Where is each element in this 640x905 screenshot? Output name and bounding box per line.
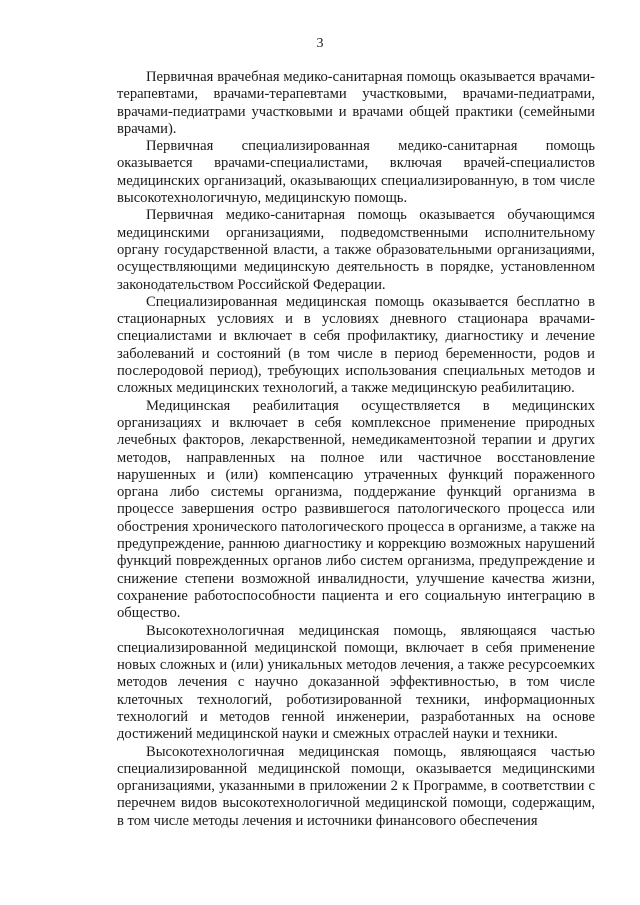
page-number: 3 (316, 36, 324, 51)
paragraph-primary-specialized-care: Первичная специализированная медико-санитарная помощь оказывается врачами-специалистами, включая врачей-специалистов медицинских организаций, оказывающих специализированную, в том числе высокотехнологичную, медицинскую помощь. (117, 138, 595, 207)
paragraph-high-tech-care-organizations: Высокотехнологичная медицинская помощь, являющаяся частью специализированной медицинской помощи, оказывается медицинскими организациями, указанными в приложении 2 к Программе, в соответствии с перечнем видов высокотехнологичной медицинской помощи, содержащим, в том числе методы лечения и источники финансового обеспечения (117, 743, 595, 829)
paragraph-specialized-care: Специализированная медицинская помощь оказывается бесплатно в стационарных условиях и в условиях дневного стационара врачами-специалистами и включает в себя профилактику, диагностику и лечение заболеваний и состояний (в том числе в период беременности, родов и послеродовой период), требующих использования специальных методов и сложных медицинских технологий, а также медицинскую реабилитацию. (117, 293, 595, 397)
paragraph-high-tech-care: Высокотехнологичная медицинская помощь, являющаяся частью специализированной медицинской помощи, включает в себя применение новых сложных и (или) уникальных методов лечения, а также ресурсоемких методов лечения с научно доказанной эффективностью, в том числе клеточных технологий, роботизированной техники, информационных технологий и методов генной инженерии, разработанных на основе достижений медицинской науки и смежных отраслей науки и техники. (117, 622, 595, 743)
paragraph-medical-rehabilitation: Медицинская реабилитация осуществляется в медицинских организациях и включает в себя комплексное применение природных лечебных факторов, лекарственной, немедикаментозной терапии и других методов, направленных на полное или частичное восстановление нарушенных и (или) компенсацию утраченных функций пораженного органа либо системы организма, поддержание функций организма в процессе завершения остро развившегося патологического процесса или обострения хронического патологического процесса в организме, а также на предупреждение, раннюю диагностику и коррекцию возможных нарушений функций поврежденных органов либо систем организма, предупреждение и снижение степени возможной инвалидности, улучшение качества жизни, сохранение работоспособности пациента и его социальную интеграцию в общество. (117, 397, 595, 622)
paragraph-primary-care-students: Первичная медико-санитарная помощь оказывается обучающимся медицинскими организациями, подведомственными исполнительному органу государственной власти, а также образовательными организациями, осуществляющими медицинскую деятельность в порядке, установленном законодательством Российской Федерации. (117, 207, 595, 293)
document-body (117, 69, 595, 830)
paragraph-primary-medical-care: Первичная врачебная медико-санитарная помощь оказывается врачами-терапевтами, врачами-терапевтами участковыми, врачами-педиатрами, врачами-педиатрами участковыми и врачами общей практики (семейными врачами). (117, 69, 595, 137)
